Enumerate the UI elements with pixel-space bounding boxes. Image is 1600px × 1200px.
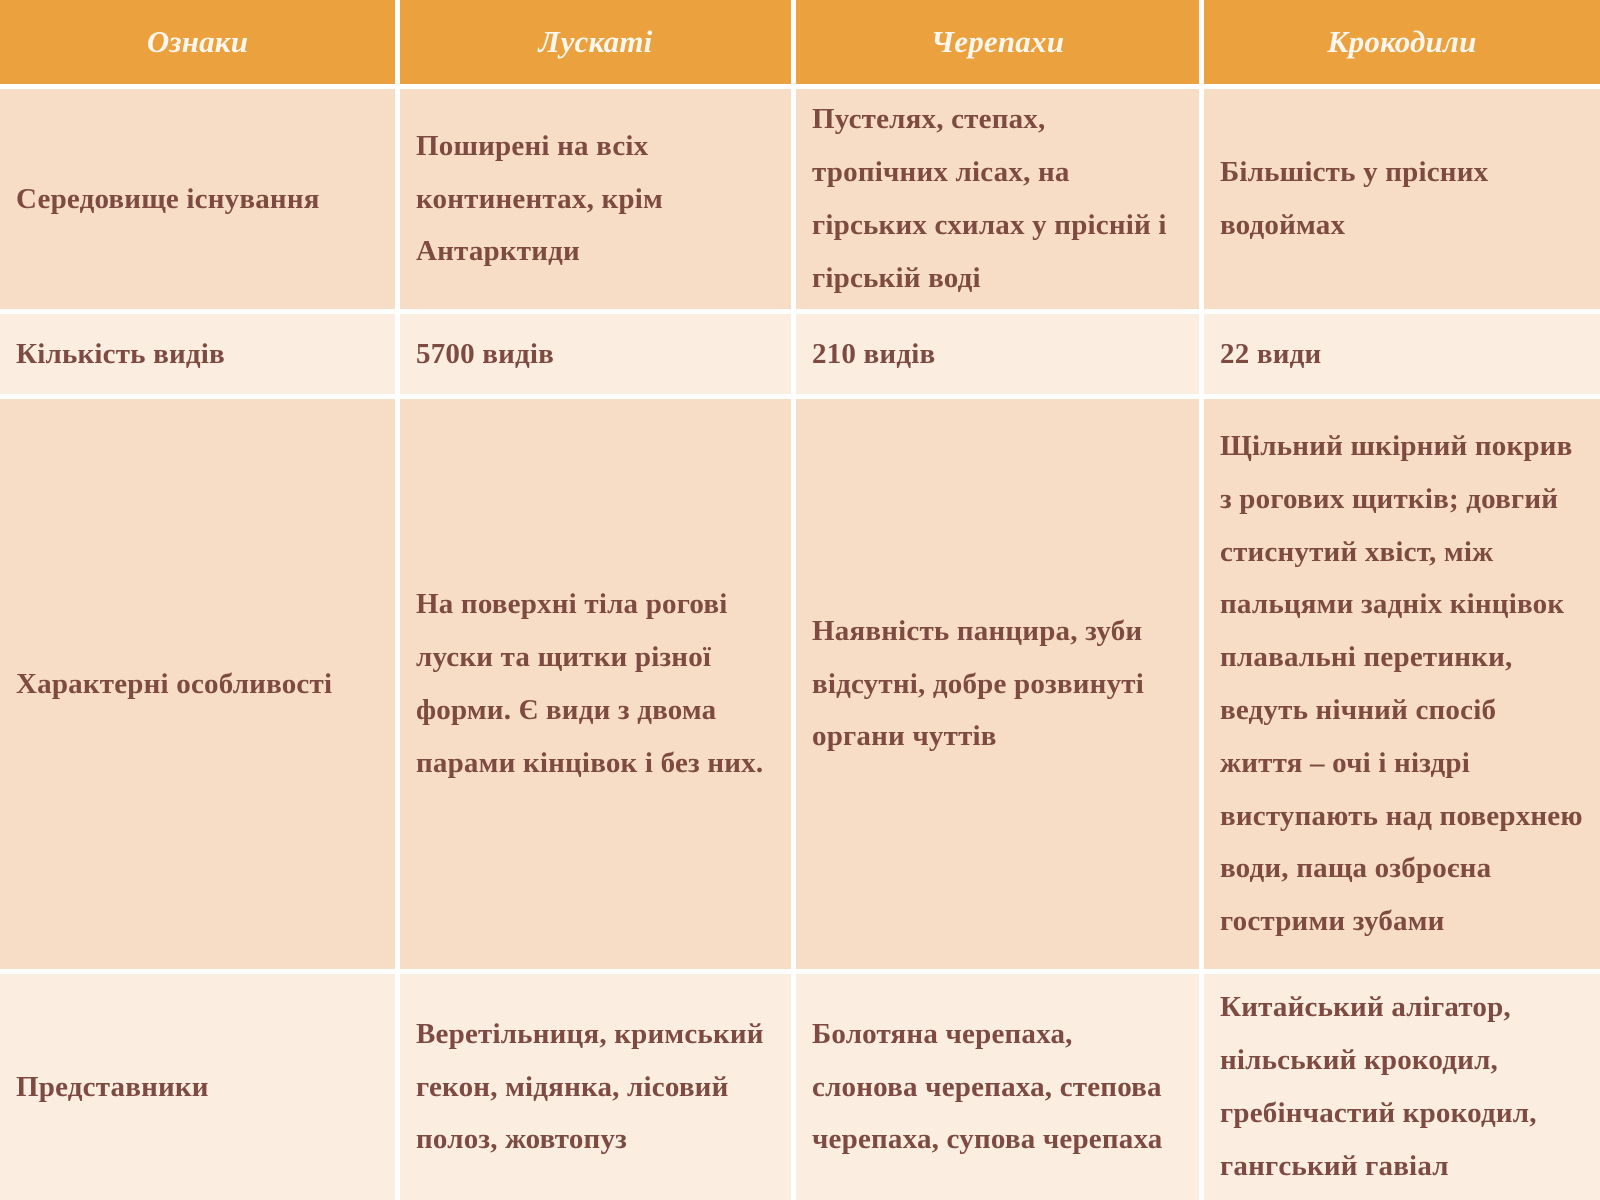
cell-characteristics-crocodiles: Щільний шкірний покрив з рогових щитків; довгий стиснутий хвіст, між пальцями задніх кінцівок плавальні перетинки, ведуть нічний спосіб життя – очі і ніздрі виступають над поверхнею води, паща озброєна гострими зубами [1204,399,1600,969]
cell-species-count-turtles: 210 видів [796,314,1199,394]
cell-characteristics-squamata: На поверхні тіла рогові луски та щитки різної форми. Є види з двома парами кінцівок і без них. [400,399,791,969]
cell-species-count-crocodiles: 22 види [1204,314,1600,394]
header-cell-squamata: Лускаті [400,0,791,84]
cell-representatives-crocodiles: Китайський алігатор, нільський крокодил, гребінчастий крокодил, гангський гавіал [1204,974,1600,1200]
cell-representatives-squamata: Веретільниця, кримський гекон, мідянка, лісовий полоз, жовтопуз [400,974,791,1200]
cell-habitat-turtles: Пустелях, степах, тропічних лісах, на гірських схилах у прісній і гірській воді [796,89,1199,309]
row-label-representatives: Представники [0,974,395,1200]
row-label-characteristics: Характерні особливості [0,399,395,969]
cell-habitat-crocodiles: Більшість у прісних водоймах [1204,89,1600,309]
row-label-species-count: Кількість видів [0,314,395,394]
cell-representatives-turtles: Болотяна черепаха, слонова черепаха, степова черепаха, супова черепаха [796,974,1199,1200]
header-cell-turtles: Черепахи [796,0,1199,84]
header-cell-crocodiles: Крокодили [1204,0,1600,84]
cell-habitat-squamata: Поширені на всіх континентах, крім Антарктиди [400,89,791,309]
cell-species-count-squamata: 5700 видів [400,314,791,394]
row-label-habitat: Середовище існування [0,89,395,309]
cell-characteristics-turtles: Наявність панцира, зуби відсутні, добре розвинуті органи чуттів [796,399,1199,969]
header-cell-features: Ознаки [0,0,395,84]
